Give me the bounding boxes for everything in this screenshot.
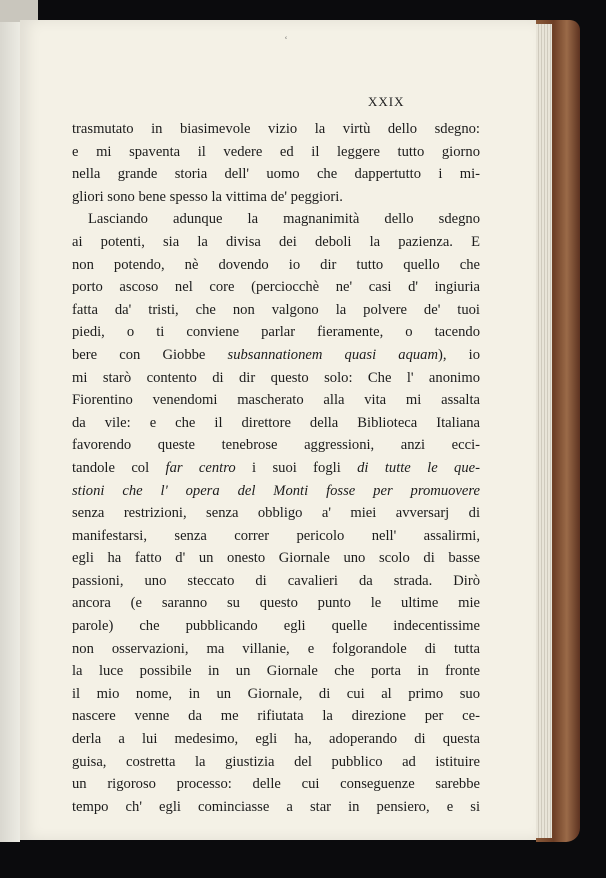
book-page <box>20 20 536 840</box>
text-line <box>72 208 480 231</box>
text-segment: trasmutato in biasimevole vizio la virtù dello sdegno: <box>72 121 480 137</box>
text-segment: tempo ch' egli cominciasse a star in pensiero, e si <box>72 798 480 815</box>
text-segment: egli ha fatto d' un onesto Giornale uno scolo di basse <box>72 550 480 567</box>
text-line <box>72 683 480 706</box>
text-line <box>72 502 480 525</box>
text-segment: passioni, uno steccato di cavalieri da strada. Dirò <box>72 572 480 589</box>
text-segment: non osservazioni, ma villanie, e folgorandole di tutta <box>72 640 480 657</box>
text-line <box>72 547 480 570</box>
text-line <box>72 412 480 435</box>
text-segment: fatta da' tristi, che non valgono la polvere de' tuoi <box>72 301 480 318</box>
text-line <box>72 299 480 322</box>
text-segment: porto ascoso nel core (perciocchè ne' casi d' ingiuria <box>72 279 480 296</box>
text-line <box>72 389 480 412</box>
text-segment: tandole col <box>72 459 166 476</box>
text-segment: il mio nome, in un Giornale, di cui al primo suo <box>72 685 480 702</box>
text-segment: manifestarsi, senza correr pericolo nell' assalirmi, <box>72 527 480 544</box>
text-segment: la luce possibile in un Giornale che porta in fronte <box>72 663 480 680</box>
text-segment: Lasciando adunque la magnanimità dello sdegno <box>88 211 480 228</box>
text-line <box>72 638 480 661</box>
text-segment: derla a lui medesimo, egli ha, adoperando di questa <box>72 731 480 748</box>
text-line <box>72 231 480 254</box>
text-segment: guisa, costretta la giustizia del pubblico ad istituire <box>72 753 480 770</box>
italic-text: subsannationem quasi aquam <box>227 346 438 363</box>
text-line <box>72 367 480 390</box>
text-line <box>72 796 480 819</box>
text-line <box>72 615 480 638</box>
text-segment: Fiorentino venendomi mascherato alla vita mi assalta <box>72 392 480 409</box>
text-segment: i suoi fogli <box>235 459 358 476</box>
text-line <box>72 457 480 480</box>
text-line <box>72 321 480 344</box>
text-line <box>72 728 480 751</box>
text-segment: mi starò contento di dir questo solo: Che l' anonimo <box>72 369 480 386</box>
text-segment: ), io <box>438 346 480 363</box>
text-line <box>72 141 480 164</box>
text-line <box>72 254 480 277</box>
text-segment: piedi, o ti conviene parlar fieramente, o tacendo <box>72 324 480 341</box>
text-segment: ai potenti, sia la divisa dei deboli la pazienza. E <box>72 233 480 250</box>
text-line <box>72 570 480 593</box>
text-segment: bere con Giobbe <box>72 346 228 363</box>
left-page-edge <box>0 22 20 842</box>
text-line <box>72 660 480 683</box>
text-segment: e mi spaventa il vedere ed il leggere tutto giorno <box>72 143 480 160</box>
text-line <box>72 525 480 548</box>
text-line <box>72 186 480 209</box>
text-segment: nella grande storia dell' uomo che dappertutto i mi- <box>72 166 480 183</box>
text-segment: nascere venne da me rifiutata la direzione per ce- <box>72 708 480 725</box>
text-segment: ancora (e saranno su questo punto le ultime mie <box>72 595 480 612</box>
text-line <box>72 773 480 796</box>
text-line <box>72 434 480 457</box>
text-line <box>72 276 480 299</box>
page-mark: ʿ <box>284 34 288 48</box>
text-line <box>72 592 480 615</box>
text-line <box>72 344 480 367</box>
italic-text: stioni che l' opera del Monti fosse per promuovere <box>72 482 480 499</box>
text-line <box>72 705 480 728</box>
italic-text: far centro <box>165 459 236 476</box>
text-line <box>72 163 480 186</box>
text-segment: senza restrizioni, senza obbligo a' miei avversarj di <box>72 505 480 522</box>
page-number: XXIX <box>368 94 405 109</box>
text-line <box>72 751 480 774</box>
text-segment: gliori sono bene spesso la vittima de' peggiori. <box>72 188 343 205</box>
text-line <box>72 118 480 141</box>
text-segment: parole) che pubblicando egli quelle indecentissime <box>72 618 480 635</box>
text-segment: un rigoroso processo: delle cui conseguenze sarebbe <box>72 776 480 793</box>
text-segment: non potendo, nè dovendo io dir tutto quello che <box>72 256 480 273</box>
text-segment: favorendo queste tenebrose aggressioni, anzi ecci- <box>72 437 480 454</box>
text-line <box>72 480 480 503</box>
body-text <box>72 118 480 818</box>
text-segment: da vile: e che il direttore della Biblioteca Italiana <box>72 414 480 431</box>
italic-text: di tutte le que- <box>357 459 480 476</box>
